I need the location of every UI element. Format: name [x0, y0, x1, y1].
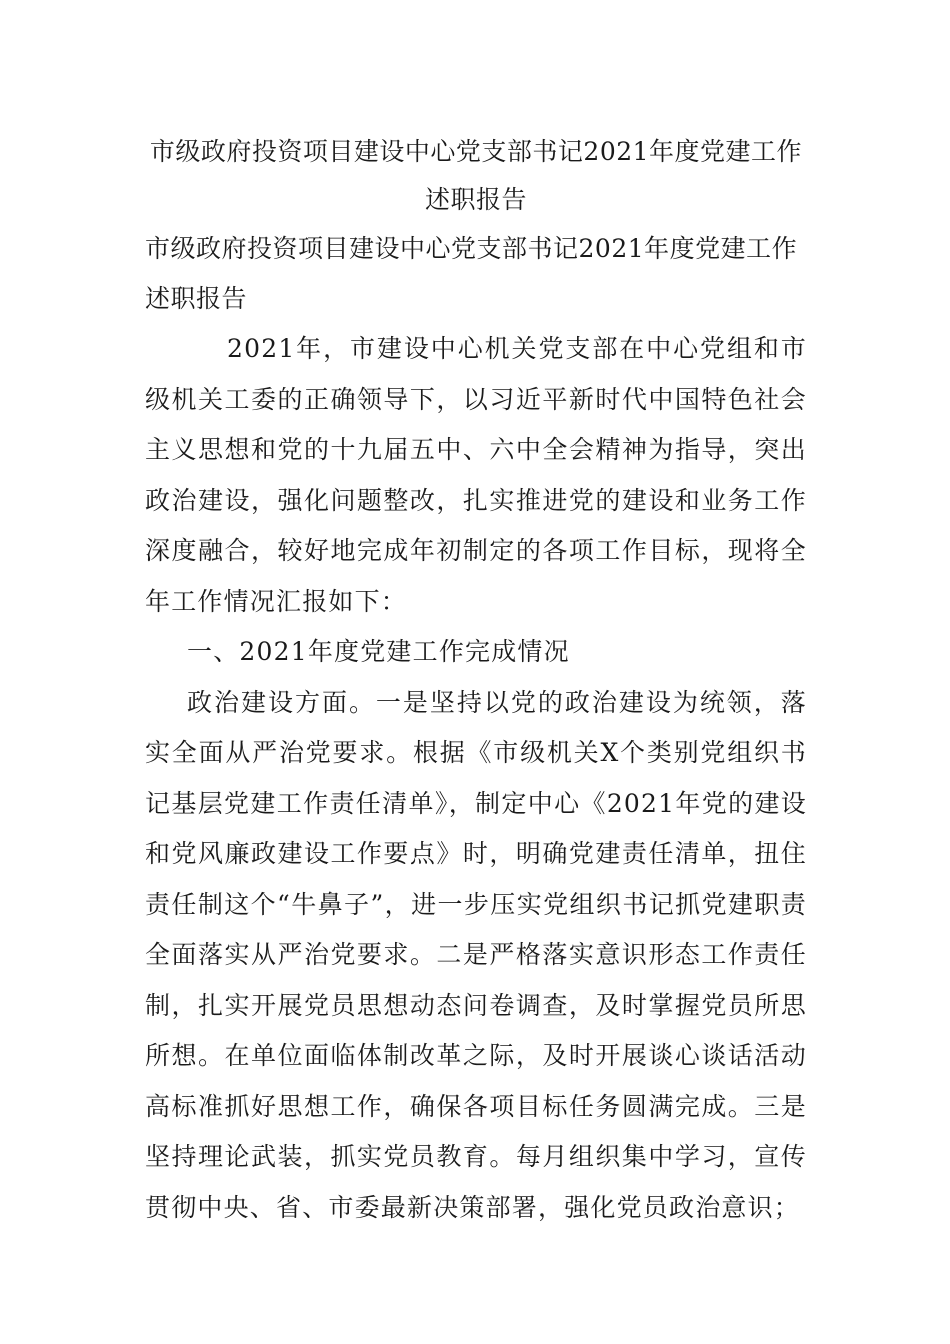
document-repeat-title: 市级政府投资项目建设中心党支部书记2021年度党建工作述职报告 — [145, 234, 798, 313]
body-paragraph: 政治建设方面。一是坚持以党的政治建设为统领，落实全面从严治党要求。根据《市级机关X个类别党组织书记基层党建工作责任清单》，制定中心《2021年党的建设和党风廉政建设工作要点》时，明确党建责任清单，扭住责任制这个“牛鼻子”，进一步压实党组织书记抓党建职责全面落实从严治党要求。二是严格落实意识形态工作责任制，扎实开展党员思想动态问卷调查，及时掌握党员所思所想。在单位面临体制改革之际，及时开展谈心谈话活动高标准抓好思想工作，确保各项目标任务圆满完成。三是坚持理论武装，抓实党员教育。每月组织集中学习，宣传贯彻中央、省、市委最新决策部署，强化党员政治意识； — [145, 687, 807, 1222]
document-content — [145, 128, 807, 1233]
section-heading: 一、2021年度党建工作完成情况 — [187, 637, 570, 666]
document-title-line-2: 述职报告 — [424, 185, 527, 214]
document-title-line-1: 市级政府投资项目建设中心党支部书记2021年度党建工作 — [149, 137, 803, 166]
intro-paragraph: 2021年，市建设中心机关党支部在中心党组和市级机关工委的正确领导下，以习近平新时代中国特色社会主义思想和党的十九届五中、六中全会精神为指导，突出政治建设，强化问题整改，扎实推进党的建设和业务工作深度融合，较好地完成年初制定的各项工作目标，现将全年工作情况汇报如下： — [145, 334, 807, 616]
